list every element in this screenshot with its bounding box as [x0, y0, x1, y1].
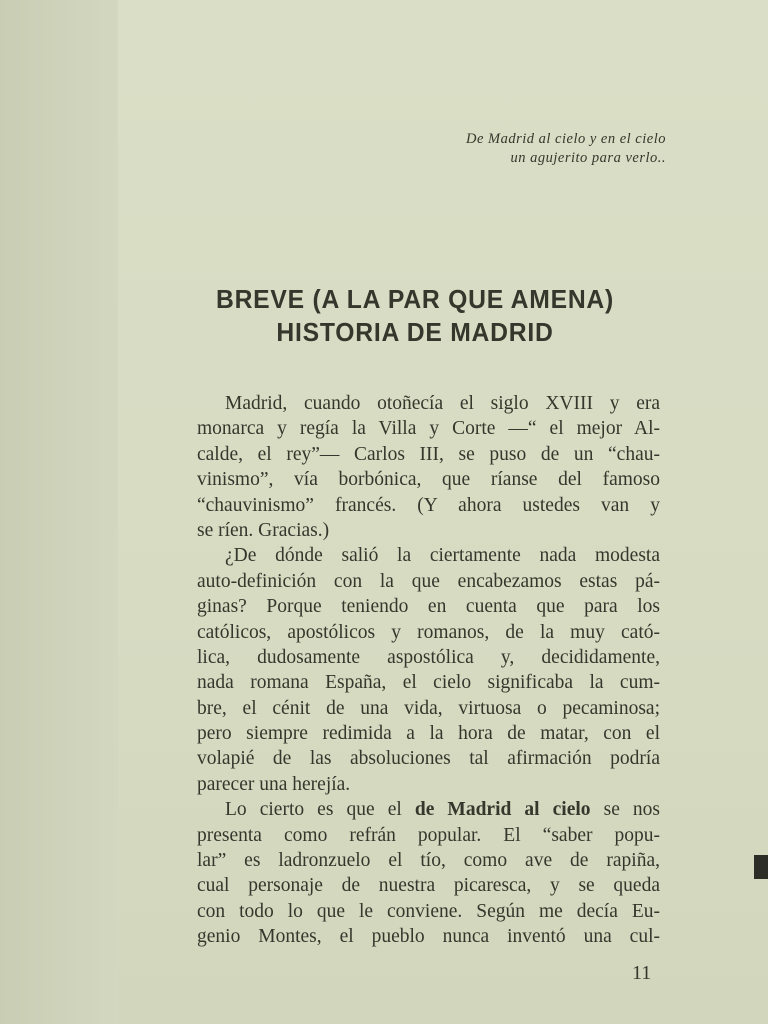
text-line: ginas? Porque teniendo en cuenta que para los — [197, 596, 660, 618]
title-line: HISTORIA DE MADRID — [276, 317, 554, 347]
text-line: católicos, apostólicos y romanos, de la muy cató- — [197, 621, 660, 643]
text-line: Madrid, cuando otoñecía el siglo XVIII y era — [225, 393, 660, 414]
title-line: BREVE (A LA PAR QUE AMENA) — [215, 284, 615, 314]
text-line: nada romana España, el cielo significaba la cum- — [197, 672, 660, 694]
text-line: bre, el cénit de una vida, virtuosa o pecaminosa; — [197, 697, 660, 719]
epigraph — [466, 130, 666, 168]
text-line: auto-definición con la que encabezamos estas pá- — [197, 570, 660, 592]
bold-phrase: de Madrid al cielo — [414, 799, 591, 821]
text-run: se nos — [603, 799, 661, 821]
text-line: calde, el rey”— Carlos III, se puso de un “chau- — [197, 443, 660, 465]
text-line: pero siempre redimida a la hora de matar, con el — [197, 723, 660, 745]
text-line: lica, dudosamente aspostólica y, decididamente, — [197, 646, 660, 668]
text-line: cual personaje de nuestra picaresca, y se queda — [197, 875, 660, 897]
text-line: ¿De dónde salió la ciertamente nada modesta — [225, 545, 660, 567]
text-line: monarca y regía la Villa y Corte —“ el mejor Al- — [197, 418, 660, 440]
text-run: Lo cierto es que el — [225, 799, 402, 821]
paragraph — [197, 797, 660, 949]
text-line: “chauvinismo” francés. (Y ahora ustedes van y — [197, 494, 660, 516]
epigraph-line: un agujerito para verlo.. — [510, 150, 666, 166]
chapter-title — [163, 283, 667, 349]
text-line: genio Montes, el pueblo nunca inventó una cul- — [197, 926, 660, 948]
text-line: con todo lo que le conviene. Según me decía Eu- — [197, 900, 660, 922]
text-line: vinismo”, vía borbónica, que ríanse del famoso — [197, 469, 660, 491]
paragraph — [197, 543, 660, 797]
text-line: lar” es ladronzuelo el tío, como ave de rapiña, — [197, 850, 660, 872]
text-line: se ríen. Gracias.) — [197, 519, 330, 541]
text-line — [197, 797, 660, 822]
text-line: parecer una herejía. — [197, 773, 351, 795]
epigraph-line: De Madrid al cielo y en el cielo — [465, 131, 666, 147]
text-line: presenta como refrán popular. El “saber popu- — [197, 824, 660, 846]
page-number: 11 — [632, 962, 652, 984]
facing-page-edge — [0, 0, 118, 1024]
next-page-shadow — [754, 855, 768, 879]
text-line: volapié de las absoluciones tal afirmación podría — [197, 748, 660, 770]
paragraph — [197, 391, 660, 543]
body-text — [197, 391, 660, 950]
